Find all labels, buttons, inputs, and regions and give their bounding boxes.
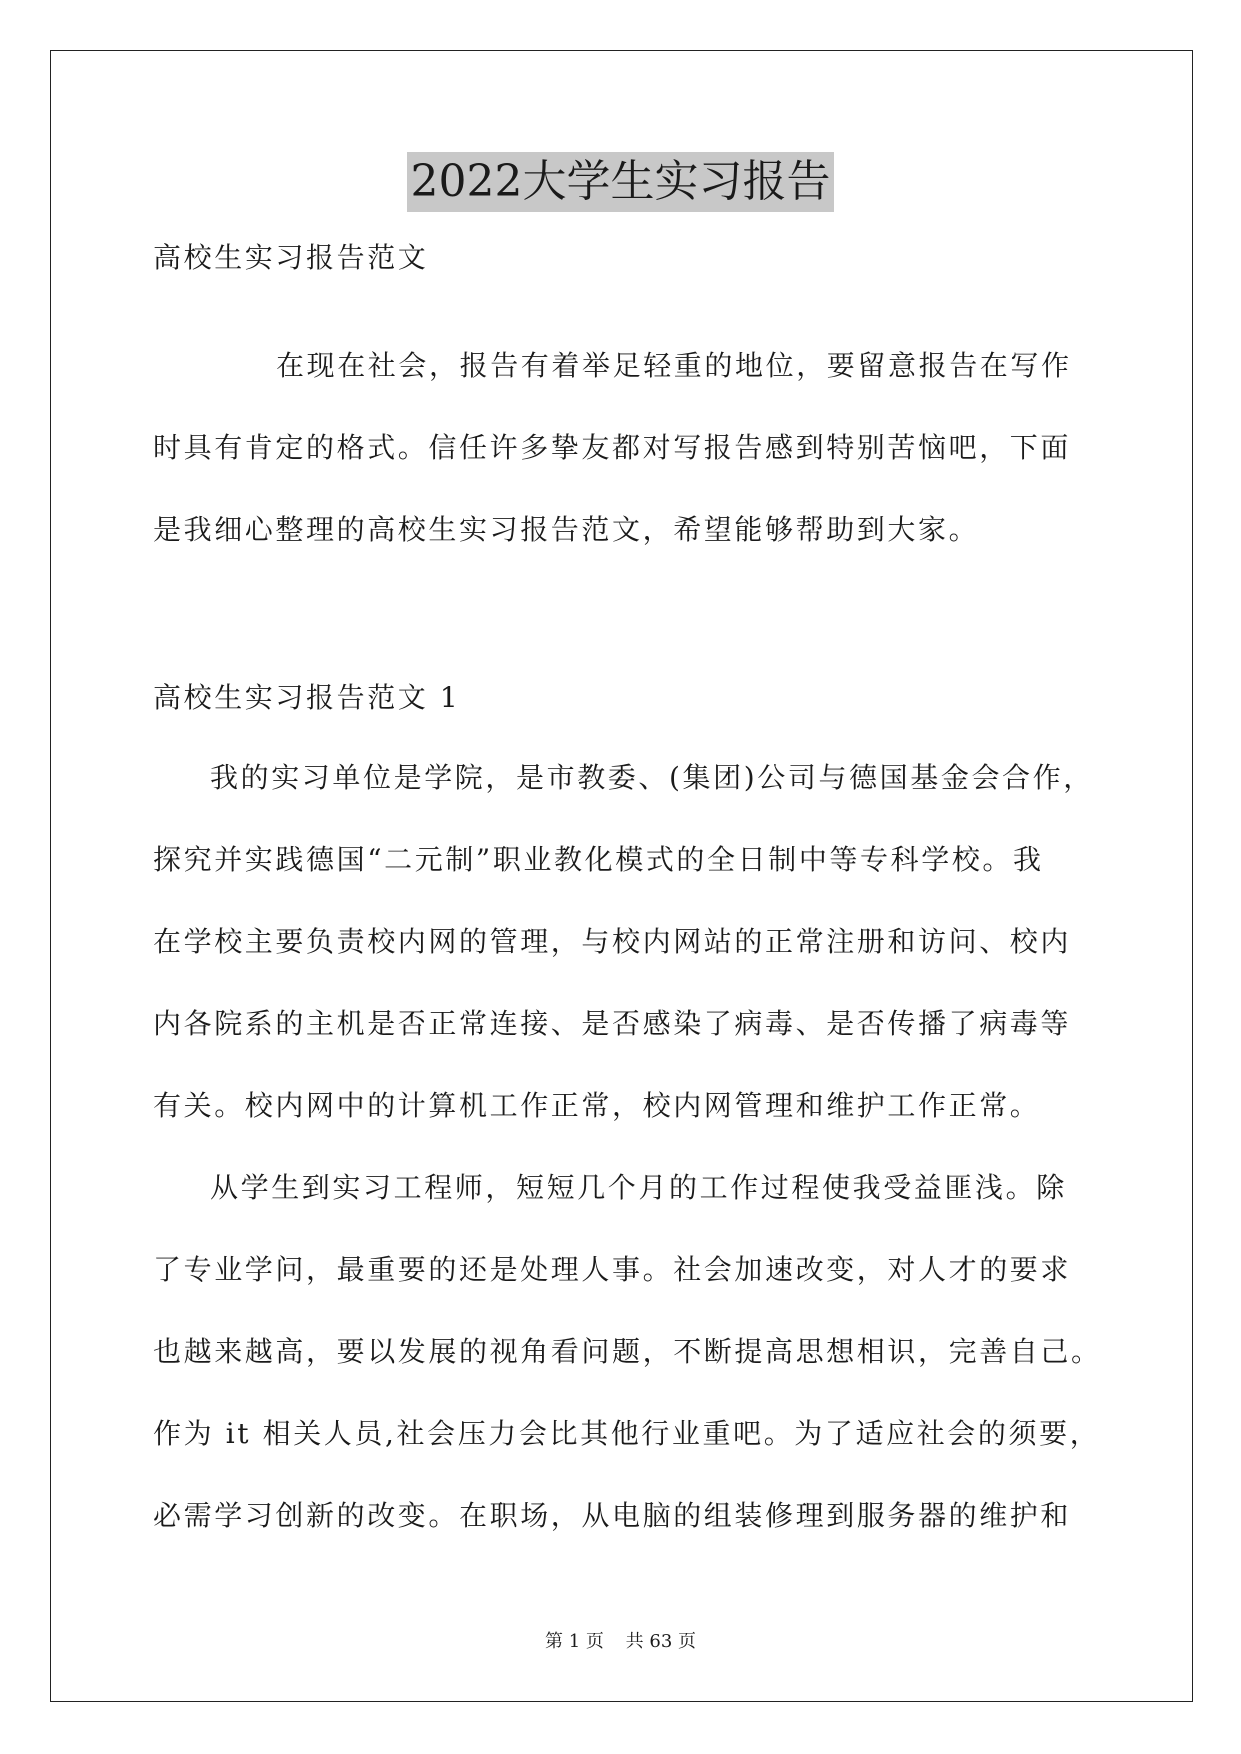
page-footer — [0, 1630, 1241, 1654]
paragraph2-line-2: 了专业学问，最重要的还是处理人事。社会加速改变，对人才的要求 — [153, 1253, 1072, 1286]
paragraph2-line-1: 从学生到实习工程师，短短几个月的工作过程使我受益匪浅。除 — [210, 1171, 1067, 1204]
paragraph2-line-5: 必需学习创新的改变。在职场，从电脑的组装修理到服务器的维护和 — [153, 1499, 1072, 1532]
paragraph1-line-5: 有关。校内网中的计算机工作正常，校内网管理和维护工作正常。 — [153, 1089, 1041, 1122]
paragraph1-line-1: 我的实习单位是学院，是市教委、(集团)公司与德国基金会合作， — [210, 761, 1094, 794]
paragraph1-line-4: 内各院系的主机是否正常连接、是否感染了病毒、是否传播了病毒等 — [153, 1007, 1072, 1040]
paragraph2-line-3: 也越来越高，要以发展的视角看问题，不断提高思想相识，完善自己。 — [153, 1335, 1102, 1368]
intro-line-3: 是我细心整理的高校生实习报告范文，希望能够帮助到大家。 — [153, 513, 980, 546]
section-heading: 高校生实习报告范文 1 — [153, 681, 461, 714]
paragraph1-line-3: 在学校主要负责校内网的管理，与校内网站的正常注册和访问、校内 — [153, 925, 1072, 958]
intro-line-1: 在现在社会，报告有着举足轻重的地位，要留意报告在写作 — [276, 349, 1072, 382]
page-total: 共 63 页 — [625, 1631, 696, 1652]
title-container — [0, 152, 1241, 212]
intro-line-2: 时具有肯定的格式。信任许多挚友都对写报告感到特别苦恼吧，下面 — [153, 431, 1072, 464]
paragraph1-line-2: 探究并实践德国“二元制”职业教化模式的全日制中等专科学校。我 — [153, 843, 1044, 876]
page-number: 第 1 页 — [545, 1631, 604, 1652]
subtitle: 高校生实习报告范文 — [153, 241, 429, 274]
paragraph2-line-4: 作为 it 相关人员,社会压力会比其他行业重吧。为了适应社会的须要， — [153, 1417, 1101, 1450]
document-title: 2022大学生实习报告 — [407, 152, 835, 212]
